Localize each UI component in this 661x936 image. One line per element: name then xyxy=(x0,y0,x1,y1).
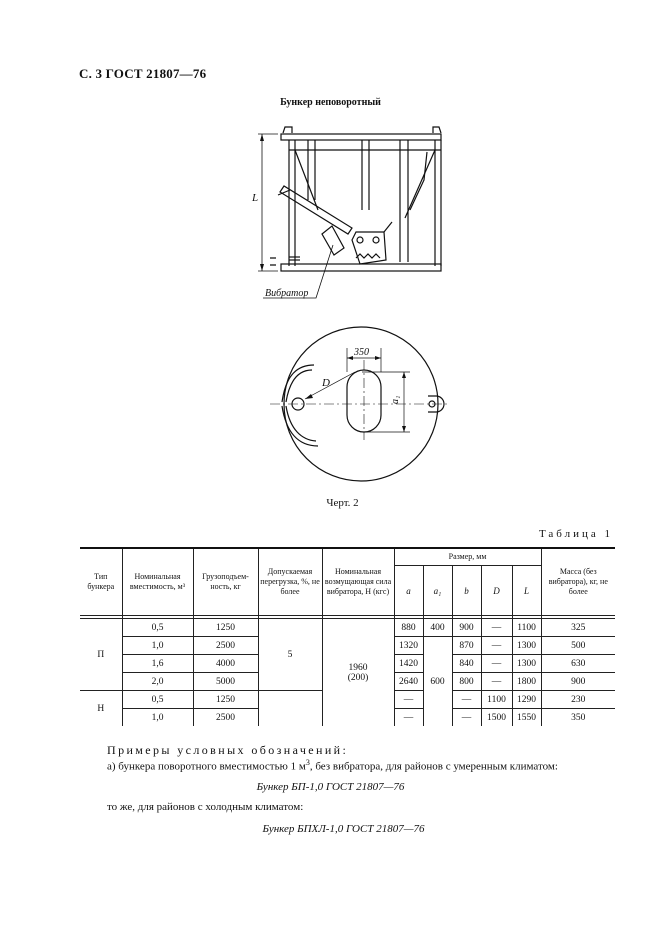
th-type: Тип бункера xyxy=(80,548,122,616)
designation-2: Бункер БПХЛ-1,0 ГОСТ 21807—76 xyxy=(262,823,425,835)
cell-b: 840 xyxy=(452,655,481,673)
cell-D: — xyxy=(481,673,512,691)
th-a1: a₁ xyxy=(423,566,452,616)
cell-load: 1250 xyxy=(193,691,258,709)
label-L: L xyxy=(252,192,259,204)
cell-load: 5000 xyxy=(193,673,258,691)
cell-D: 1100 xyxy=(481,691,512,709)
cell-overload: 5 xyxy=(258,619,322,691)
cell-D: — xyxy=(481,655,512,673)
cell-mass: 230 xyxy=(541,691,615,709)
specs-table xyxy=(80,547,615,726)
example-b: то же, для районов с холодным климатом: xyxy=(107,801,304,813)
cell-a: 880 xyxy=(394,619,423,637)
cell-b: 870 xyxy=(452,637,481,655)
cell-L: 1300 xyxy=(512,655,541,673)
cell-cap: 1,0 xyxy=(122,637,193,655)
cell-L: 1100 xyxy=(512,619,541,637)
figure-title: Бункер неповоротный xyxy=(280,97,381,108)
designation-1: Бункер БП-1,0 ГОСТ 21807—76 xyxy=(256,781,405,793)
cell-a: 1320 xyxy=(394,637,423,655)
label-350: 350 xyxy=(354,347,369,358)
cell-load: 4000 xyxy=(193,655,258,673)
cell-D: — xyxy=(481,619,512,637)
cell-L: 1800 xyxy=(512,673,541,691)
cell-overload-empty xyxy=(258,691,322,727)
cell-cap: 1,6 xyxy=(122,655,193,673)
cell-D: — xyxy=(481,637,512,655)
cell-D: 1500 xyxy=(481,709,512,727)
th-overload: Допускаемая перегрузка, %, не более xyxy=(258,548,322,616)
table-row xyxy=(80,619,615,637)
cell-a1: 400 xyxy=(423,619,452,637)
figure-caption: Черт. 2 xyxy=(326,497,359,509)
cell-load: 2500 xyxy=(193,709,258,727)
cell-load: 1250 xyxy=(193,619,258,637)
cell-type: Н xyxy=(80,691,122,727)
th-force: Номинальная возмущающая сила вибратора, Н (кгс) xyxy=(322,548,394,616)
cell-mass: 630 xyxy=(541,655,615,673)
cell-type: П xyxy=(80,619,122,691)
label-D: D xyxy=(322,377,330,389)
cell-b: 900 xyxy=(452,619,481,637)
example-a: а) бункера поворотного вместимостью 1 $м^3$, без вибратора, для районов с умеренным климатом: xyxy=(107,758,558,773)
th-D: D xyxy=(481,566,512,616)
page-header: С. 3 ГОСТ 21807—76 xyxy=(79,66,207,81)
th-L: L xyxy=(512,566,541,616)
th-load: Грузоподъем-ность, кг xyxy=(193,548,258,616)
cell-mass: 900 xyxy=(541,673,615,691)
cell-cap: 0,5 xyxy=(122,619,193,637)
th-size: Размер, мм xyxy=(394,548,541,566)
cell-a: 2640 xyxy=(394,673,423,691)
th-mass: Масса (без вибратора), кг, не более xyxy=(541,548,615,616)
cell-cap: 2,0 xyxy=(122,673,193,691)
cell-L: 1290 xyxy=(512,691,541,709)
cell-a: — xyxy=(394,709,423,727)
top-view xyxy=(270,327,450,481)
cell-b: — xyxy=(452,709,481,727)
th-b: b xyxy=(452,566,481,616)
cell-L: 1300 xyxy=(512,637,541,655)
table-caption: Таблица 1 xyxy=(538,528,613,540)
th-a: a xyxy=(394,566,423,616)
cell-a: 1420 xyxy=(394,655,423,673)
cell-cap: 1,0 xyxy=(122,709,193,727)
examples-title: Примеры условных обозначений: xyxy=(107,743,349,757)
cell-load: 2500 xyxy=(193,637,258,655)
cell-b: — xyxy=(452,691,481,709)
th-capacity: Номинальная вместимость, м³ xyxy=(122,548,193,616)
cell-b: 800 xyxy=(452,673,481,691)
cell-a1: 600 xyxy=(423,637,452,727)
side-view xyxy=(251,127,441,299)
cell-mass: 325 xyxy=(541,619,615,637)
label-vibrator: Вибратор xyxy=(265,288,309,299)
cell-L: 1550 xyxy=(512,709,541,727)
cell-cap: 0,5 xyxy=(122,691,193,709)
label-a1: a₁ xyxy=(390,395,401,404)
cell-force: 1960 (200) xyxy=(322,619,394,727)
cell-a: — xyxy=(394,691,423,709)
cell-mass: 500 xyxy=(541,637,615,655)
cell-mass: 350 xyxy=(541,709,615,727)
